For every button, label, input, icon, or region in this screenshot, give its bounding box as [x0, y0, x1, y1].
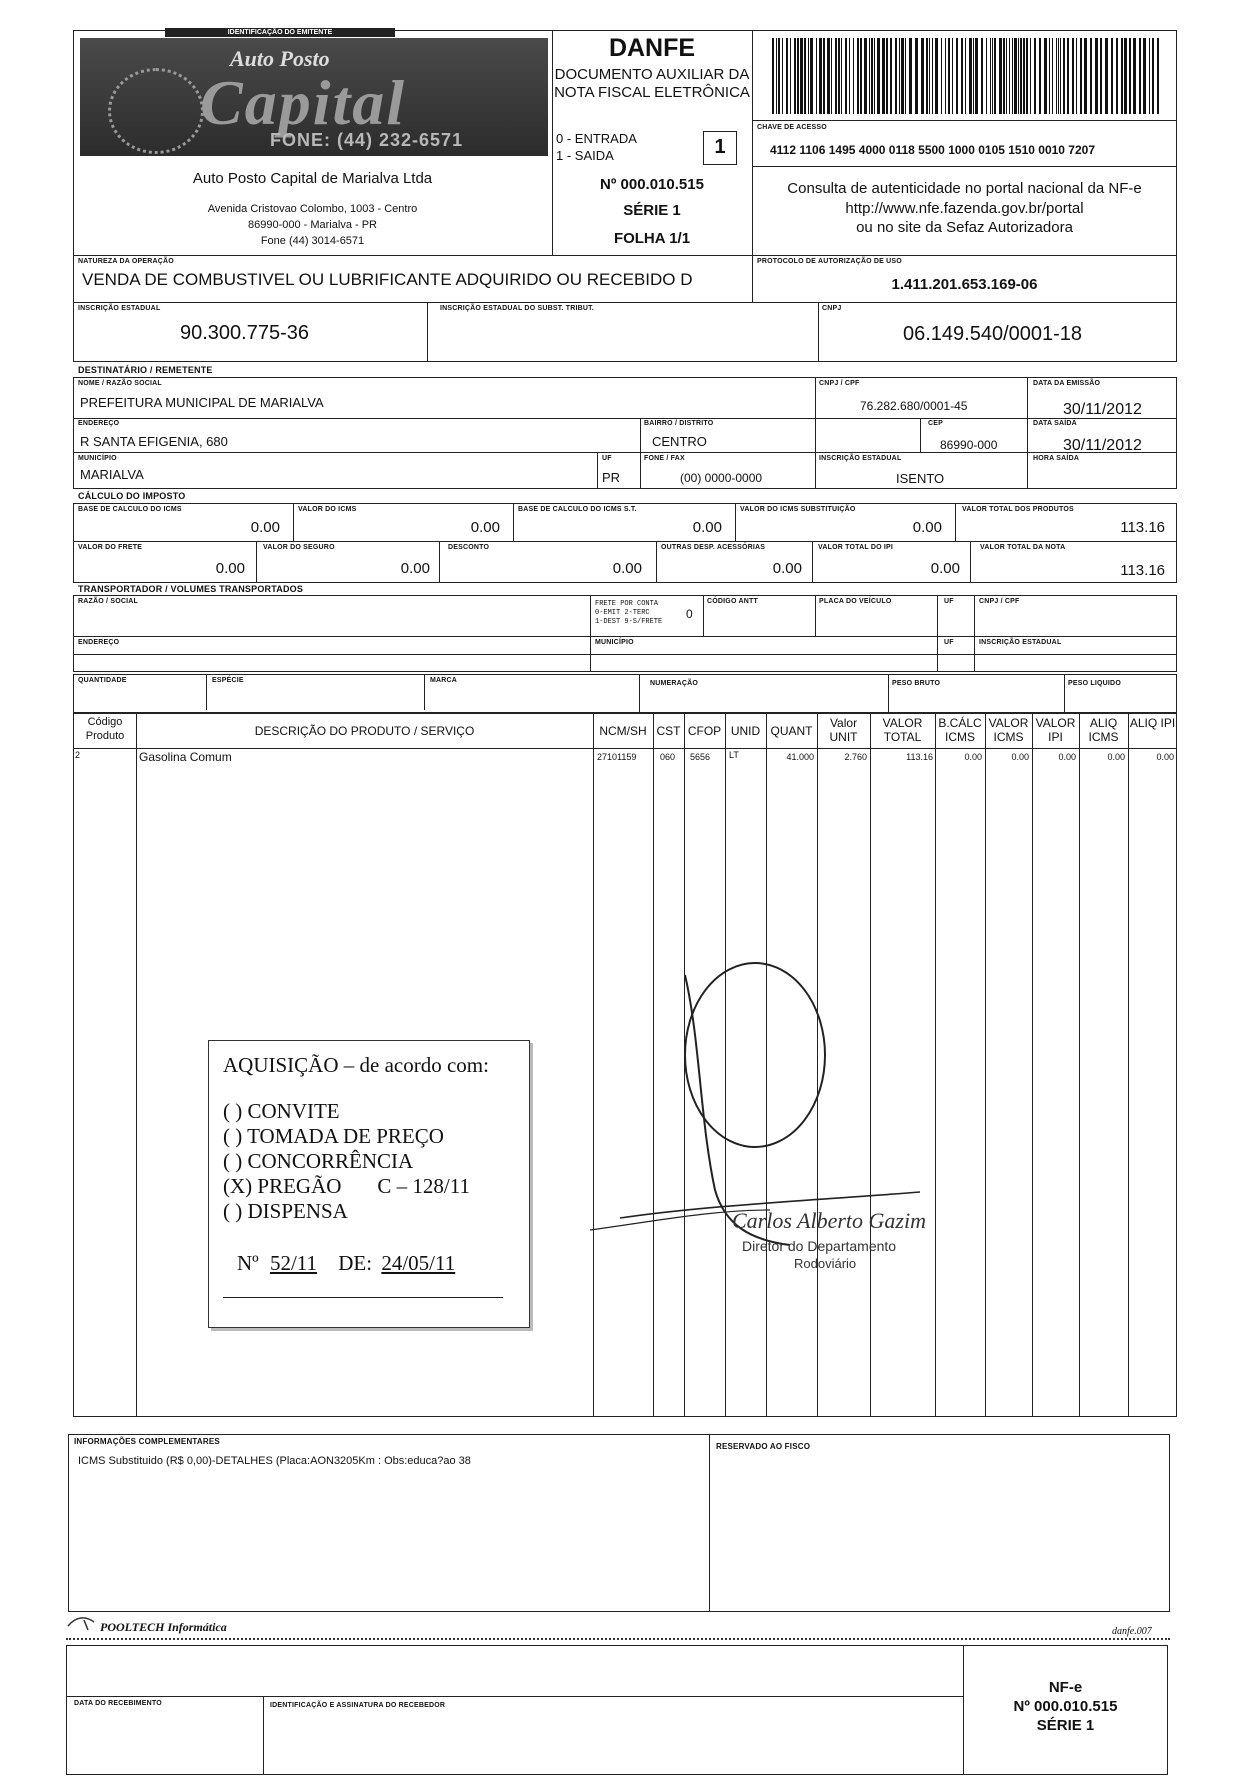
row-cfop: 5656 [690, 752, 711, 762]
barcode-bar [905, 38, 906, 114]
emission-label: DATA DA EMISSÃO [1033, 380, 1101, 387]
danfe-series: SÉRIE 1 [623, 202, 681, 219]
stamp-date-prefix: DE: [338, 1251, 373, 1275]
ipi-total-label: VALOR TOTAL DO IPI [818, 544, 894, 551]
barcode-bar [1157, 38, 1159, 114]
freight-line-2: 0-EMIT 2-TERC [595, 609, 650, 617]
barcode-bar [1090, 38, 1092, 114]
row-total: 113.16 [906, 752, 933, 762]
discount-value: 0.00 [612, 560, 642, 577]
exit-date-value: 30/11/2012 [1063, 437, 1142, 454]
barcode-bar [945, 38, 946, 114]
barcode-icon [772, 38, 1162, 114]
barcode-bar [901, 38, 904, 114]
barcode-bar [860, 38, 862, 114]
logo-top-text: Auto Posto [230, 46, 330, 71]
col-qty: QUANT [770, 724, 813, 738]
carrier-uf2-label: UF [944, 639, 954, 646]
col-v-ipi: VALOR IPI [1035, 716, 1076, 744]
signature-role-1: Diretor do Departamento [742, 1238, 897, 1254]
barcode-bar [992, 38, 993, 114]
barcode-bar [1105, 38, 1108, 114]
barcode-bar [926, 38, 928, 114]
form-code: danfe.007 [1112, 1626, 1152, 1637]
gross-weight-label: PESO BRUTO [892, 680, 941, 687]
receipt-nfe-number: Nº 000.010.515 [1013, 1698, 1118, 1715]
carrier-city-label: MUNICÍPIO [595, 639, 634, 646]
barcode-bar [1009, 38, 1010, 114]
stamp-option-concorrencia: ( ) CONCORRÊNCIA [223, 1149, 414, 1173]
row-ncm: 27101159 [597, 752, 637, 762]
barcode-bar [827, 38, 830, 114]
stamp-option-pregao [223, 1174, 470, 1199]
barcode-bar [816, 38, 817, 114]
volume-brand-label: MARCA [430, 677, 458, 684]
row-unit-value: 2.760 [844, 752, 867, 762]
logo-phone: FONE: (44) 232-6571 [270, 130, 464, 150]
col-unit-value: Valor UNIT [829, 716, 858, 744]
ie-st-label: INSCRIÇÃO ESTADUAL DO SUBST. TRIBUT. [440, 305, 594, 312]
col-unit: UNID [730, 724, 761, 738]
receipt-sign-label: IDENTIFICAÇÃO E ASSINATURA DO RECEBEDOR [270, 1702, 446, 1709]
recipient-phone-label: FONE / FAX [644, 455, 685, 462]
barcode-bar [915, 38, 918, 114]
operation-type-box: 1 [703, 131, 737, 165]
barcode-bar [857, 38, 859, 114]
district-label: BAIRRO / DISTRITO [644, 420, 714, 427]
barcode-bar [1133, 38, 1136, 114]
danfe-subtitle: DOCUMENTO AUXILIAR DA NOTA FISCAL ELETRÔNICA [554, 66, 750, 101]
insurance-value: 0.00 [400, 560, 430, 577]
barcode-bar [932, 38, 933, 114]
barcode-bar [864, 38, 867, 114]
barcode-bar [1003, 38, 1005, 114]
barcode-bar [1067, 38, 1069, 114]
barcode-bar [1044, 38, 1047, 114]
protocol-label: PROTOCOLO DE AUTORIZAÇÃO DE USO [757, 258, 902, 265]
recipient-ie-label: INSCRIÇÃO ESTADUAL [819, 455, 902, 462]
barcode-bar [786, 38, 788, 114]
volume-species-label: ESPÉCIE [212, 677, 244, 684]
stamp-option-convite: ( ) CONVITE [223, 1099, 340, 1123]
recipient-ie-value: ISENTO [896, 471, 945, 486]
barcode-bar [965, 38, 966, 114]
barcode-bar [895, 38, 897, 114]
products-total-label: VALOR TOTAL DOS PRODUTOS [962, 506, 1074, 513]
barcode-bar [782, 38, 783, 114]
barcode-bar [1056, 38, 1057, 114]
barcode-bar [1121, 38, 1123, 114]
barcode-bar [804, 38, 806, 114]
row-bc-icms: 0.00 [964, 752, 982, 762]
recipient-block [73, 377, 1177, 489]
barcode-bar [909, 38, 912, 114]
signature-role-2: Rodoviário [794, 1256, 857, 1271]
recipient-city-label: MUNICÍPIO [78, 455, 117, 462]
col-cst: CST [656, 724, 681, 738]
icms-label: VALOR DO ICMS [298, 506, 357, 513]
cep-value: 86990-000 [940, 438, 998, 452]
emitter-logo [80, 38, 548, 156]
emitter-phone: Fone (44) 3014-6571 [260, 235, 365, 247]
recipient-address-label: ENDEREÇO [78, 420, 120, 427]
icms-st-value: 0.00 [912, 519, 942, 536]
other-expenses-value: 0.00 [772, 560, 802, 577]
base-st-label: BASE DE CALCULO DO ICMS S.T. [518, 506, 637, 513]
additional-info-label: INFORMAÇÕES COMPLEMENTARES [74, 1437, 220, 1446]
freight-line-3: 1-DEST 9-S/FRETE [595, 618, 663, 626]
barcode-bar [772, 38, 774, 114]
barcode-bar [823, 38, 825, 114]
ipi-total-value: 0.00 [930, 560, 960, 577]
receipt-date-label: DATA DO RECEBIMENTO [74, 1700, 162, 1707]
barcode-bar [1149, 38, 1150, 114]
col-total: VALOR TOTAL [882, 716, 923, 744]
consult-line-1: Consulta de autenticidade no portal nacional da NF-e [787, 180, 1142, 197]
barcode-bar [808, 38, 809, 114]
barcode-bar [1020, 38, 1022, 114]
stamp-pregao-code: C – 128/11 [377, 1174, 470, 1198]
protocol-value: 1.411.201.653.169-06 [891, 276, 1038, 293]
row-cst: 060 [660, 752, 676, 762]
insurance-label: VALOR DO SEGURO [263, 544, 335, 551]
ie-label: INSCRIÇÃO ESTADUAL [78, 305, 161, 312]
barcode-bar [845, 38, 847, 114]
emission-value: 30/11/2012 [1063, 401, 1142, 418]
barcode-bar [1080, 38, 1082, 114]
barcode-bar [1063, 38, 1065, 114]
danfe-number: Nº 000.010.515 [600, 176, 704, 193]
barcode-bar [1152, 38, 1154, 114]
cnpj-label: CNPJ [822, 305, 842, 312]
barcode-bar [1018, 38, 1019, 114]
invoice-total-value: 113.16 [1120, 562, 1165, 579]
barcode-bar [810, 38, 813, 114]
signature-block [728, 1208, 1038, 1288]
stamp-date: 24/05/11 [381, 1251, 456, 1275]
logo-ornament-icon [108, 68, 204, 154]
emitter-section-label: IDENTIFICAÇÃO DO EMITENTE [165, 28, 395, 37]
barcode-bar [935, 38, 938, 114]
access-key-value: 4112 1106 1495 4000 0118 5500 1000 0105 1510 0010 7207 [770, 143, 1096, 157]
danfe-title: DANFE [608, 34, 696, 62]
volume-numbering-label: NUMERAÇÃO [650, 680, 699, 687]
base-icms-label: BASE DE CALCULO DO ICMS [78, 506, 182, 513]
col-aliq-icms: ALIQ ICMS [1088, 716, 1119, 744]
barcode-bar [1012, 38, 1013, 114]
recipient-uf-value: PR [602, 470, 621, 485]
recipient-name-label: NOME / RAZÃO SOCIAL [78, 380, 162, 387]
barcode-bar [1052, 38, 1053, 114]
logo-name: Capital [200, 67, 407, 138]
barcode-bar [882, 38, 885, 114]
recipient-section-label: DESTINATÁRIO / REMETENTE [78, 365, 213, 375]
barcode-bar [956, 38, 958, 114]
col-ncm: NCM/SH [599, 724, 647, 738]
barcode-bar [1143, 38, 1146, 114]
row-v-icms: 0.00 [1011, 752, 1029, 762]
cep-label: CEP [928, 420, 943, 427]
icms-st-label: VALOR DO ICMS SUBSTITUIÇÃO [740, 506, 856, 513]
nature-label: NATUREZA DA OPERAÇÃO [78, 258, 174, 265]
freight-label: VALOR DO FRETE [78, 544, 143, 551]
receipt-nfe: NF-e [1048, 1679, 1083, 1696]
signature-mark-icon [590, 960, 940, 1250]
pooltech-logo-icon [66, 1612, 96, 1632]
products-total-value: 113.16 [1120, 519, 1165, 536]
barcode-bar [1076, 38, 1077, 114]
tax-section-label: CÁLCULO DO IMPOSTO [78, 491, 186, 501]
stamp-option-pregao-label: (X) PREGÃO [223, 1174, 342, 1198]
icms-value: 0.00 [470, 519, 500, 536]
exit-date-label: DATA SAÍDA [1033, 420, 1077, 427]
barcode-bar [929, 38, 930, 114]
freight-responsibility [595, 600, 662, 627]
net-weight-label: PESO LIQUIDO [1068, 680, 1121, 687]
row-desc: Gasolina Comum [139, 750, 232, 764]
barcode-bar [1084, 38, 1087, 114]
carrier-cnpj-label: CNPJ / CPF [979, 598, 1020, 605]
carrier-uf-label: UF [944, 598, 954, 605]
col-code: Código Produto [85, 716, 125, 742]
danfe-sheet: FOLHA 1/1 [613, 230, 691, 247]
stamp-number-prefix: Nº [237, 1251, 259, 1275]
base-icms-value: 0.00 [250, 519, 280, 536]
col-bc-icms: B.CÁLC ICMS [938, 716, 982, 744]
col-aliq-ipi: ALIQ IPI [1129, 716, 1176, 730]
recipient-cnpj-value: 76.282.680/0001-45 [860, 399, 968, 413]
barcode-bar [794, 38, 796, 114]
col-v-icms: VALOR ICMS [988, 716, 1029, 744]
barcode-bar [886, 38, 888, 114]
additional-info-value: ICMS Substituido (R$ 0,00)-DETALHES (Placa:AON3205Km : Obs:educa?ao 38 [78, 1455, 471, 1467]
barcode-bar [1139, 38, 1141, 114]
barcode-bar [1034, 38, 1036, 114]
barcode-bar [1116, 38, 1118, 114]
barcode-bar [1030, 38, 1031, 114]
barcode-bar [921, 38, 924, 114]
consult-line-2: http://www.nfe.fazenda.gov.br/portal [845, 200, 1084, 217]
row-aliq-ipi: 0.00 [1156, 752, 1174, 762]
barcode-bar [1023, 38, 1025, 114]
barcode-bar [952, 38, 953, 114]
barcode-bar [869, 38, 870, 114]
barcode-bar [986, 38, 987, 114]
row-code: 2 [75, 750, 81, 760]
plate-label: PLACA DO VEÍCULO [819, 598, 892, 605]
barcode-bar [800, 38, 803, 114]
row-aliq-icms: 0.00 [1107, 752, 1125, 762]
barcode-bar [899, 38, 900, 114]
col-cfop: CFOP [687, 724, 722, 738]
saida-option: 1 - SAIDA [556, 148, 614, 163]
emitter-city: 86990-000 - Marialva - PR [247, 219, 377, 231]
volume-qty-label: QUANTIDADE [78, 677, 127, 684]
access-key-label: CHAVE DE ACESSO [757, 124, 827, 131]
barcode-bar [776, 38, 777, 114]
barcode-bar [994, 38, 996, 114]
barcode-bar [1111, 38, 1113, 114]
invoice-total-label: VALOR TOTAL DA NOTA [980, 544, 1066, 551]
barcode-bar [1014, 38, 1017, 114]
barcode-bar [838, 38, 840, 114]
stamp-option-dispensa: ( ) DISPENSA [223, 1199, 348, 1223]
barcode-bar [831, 38, 832, 114]
row-qty: 41.000 [786, 752, 814, 762]
stamp-options [223, 1099, 470, 1224]
barcode-bar [890, 38, 892, 114]
recipient-address-value: R SANTA EFIGENIA, 680 [80, 434, 228, 449]
barcode-bar [1095, 38, 1098, 114]
exit-time-label: HORA SAÍDA [1033, 455, 1080, 462]
freight-mode-value: 0 [686, 607, 693, 621]
barcode-bar [973, 38, 974, 114]
barcode-bar [981, 38, 983, 114]
barcode-bar [1049, 38, 1050, 114]
barcode-bar [778, 38, 780, 114]
barcode-bar [1072, 38, 1074, 114]
signature-name: Carlos Alberto Gazim [732, 1208, 926, 1233]
barcode-bar [975, 38, 978, 114]
row-v-ipi: 0.00 [1058, 752, 1076, 762]
receipt-nfe-series: SÉRIE 1 [1036, 1717, 1095, 1734]
vendor-name: POOLTECH Informática [100, 1620, 227, 1634]
stamp-number: 52/11 [269, 1251, 317, 1275]
barcode-bar [1100, 38, 1102, 114]
barcode-bar [1026, 38, 1028, 114]
col-desc: DESCRIÇÃO DO PRODUTO / SERVIÇO [254, 724, 475, 738]
barcode-bar [1058, 38, 1059, 114]
barcode-bar [969, 38, 972, 114]
barcode-bar [819, 38, 822, 114]
row-unit: LT [729, 750, 739, 760]
carrier-name-label: RAZÃO / SOCIAL [78, 598, 138, 605]
fisco-label: RESERVADO AO FISCO [716, 1442, 811, 1451]
district-value: CENTRO [652, 434, 707, 449]
cnpj-value: 06.149.540/0001-18 [903, 323, 1083, 345]
barcode-bar [961, 38, 963, 114]
barcode-bar [841, 38, 842, 114]
recipient-city-value: MARIALVA [80, 467, 144, 482]
transport-section-label: TRANSPORTADOR / VOLUMES TRANSPORTADOS [78, 584, 304, 594]
recipient-name-value: PREFEITURA MUNICIPAL DE MARIALVA [80, 395, 324, 410]
base-st-value: 0.00 [692, 519, 722, 536]
barcode-bar [871, 38, 873, 114]
barcode-bar [941, 38, 942, 114]
other-expenses-label: OUTRAS DESP. ACESSÓRIAS [661, 544, 766, 551]
barcode-bar [874, 38, 875, 114]
nature-value: VENDA DE COMBUSTIVEL OU LUBRIFICANTE ADQUIRIDO OU RECEBIDO D [82, 270, 693, 289]
barcode-bar [790, 38, 791, 114]
barcode-bar [877, 38, 880, 114]
carrier-address-label: ENDEREÇO [78, 639, 120, 646]
barcode [772, 38, 1162, 114]
emitter-address: Avenida Cristovao Colombo, 1003 - Centro [207, 203, 418, 215]
barcode-bar [1060, 38, 1061, 114]
recipient-uf-label: UF [602, 455, 612, 462]
recipient-cnpj-label: CNPJ / CPF [819, 380, 860, 387]
carrier-ie-label: INSCRIÇÃO ESTADUAL [979, 639, 1062, 646]
stamp-number-line [237, 1251, 455, 1276]
barcode-bar [849, 38, 850, 114]
barcode-bar [1006, 38, 1007, 114]
barcode-bar [1129, 38, 1131, 114]
emitter-name: Auto Posto Capital de Marialva Ltda [192, 170, 433, 187]
barcode-bar [835, 38, 837, 114]
table-row [73, 750, 1177, 764]
freight-line-1: FRETE POR CONTA [595, 600, 659, 608]
barcode-bar [797, 38, 799, 114]
cut-line [66, 1638, 1170, 1640]
acquisition-stamp [208, 1040, 530, 1328]
barcode-bar [1124, 38, 1127, 114]
barcode-bar [853, 38, 854, 114]
stamp-option-tomada: ( ) TOMADA DE PREÇO [223, 1124, 444, 1148]
freight-value: 0.00 [215, 560, 245, 577]
stamp-title: AQUISIÇÃO – de acordo com: [223, 1053, 489, 1077]
consult-line-3: ou no site da Sefaz Autorizadora [856, 219, 1073, 236]
barcode-bar [999, 38, 1002, 114]
barcode-bar [1039, 38, 1041, 114]
barcode-bar [948, 38, 950, 114]
ie-value: 90.300.775-36 [180, 322, 310, 344]
discount-label: DESCONTO [448, 544, 490, 551]
recipient-phone-value: (00) 0000-0000 [680, 471, 763, 485]
antt-label: CÓDIGO ANTT [707, 598, 758, 605]
barcode-bar [990, 38, 991, 114]
entrada-option: 0 - ENTRADA [556, 131, 637, 146]
